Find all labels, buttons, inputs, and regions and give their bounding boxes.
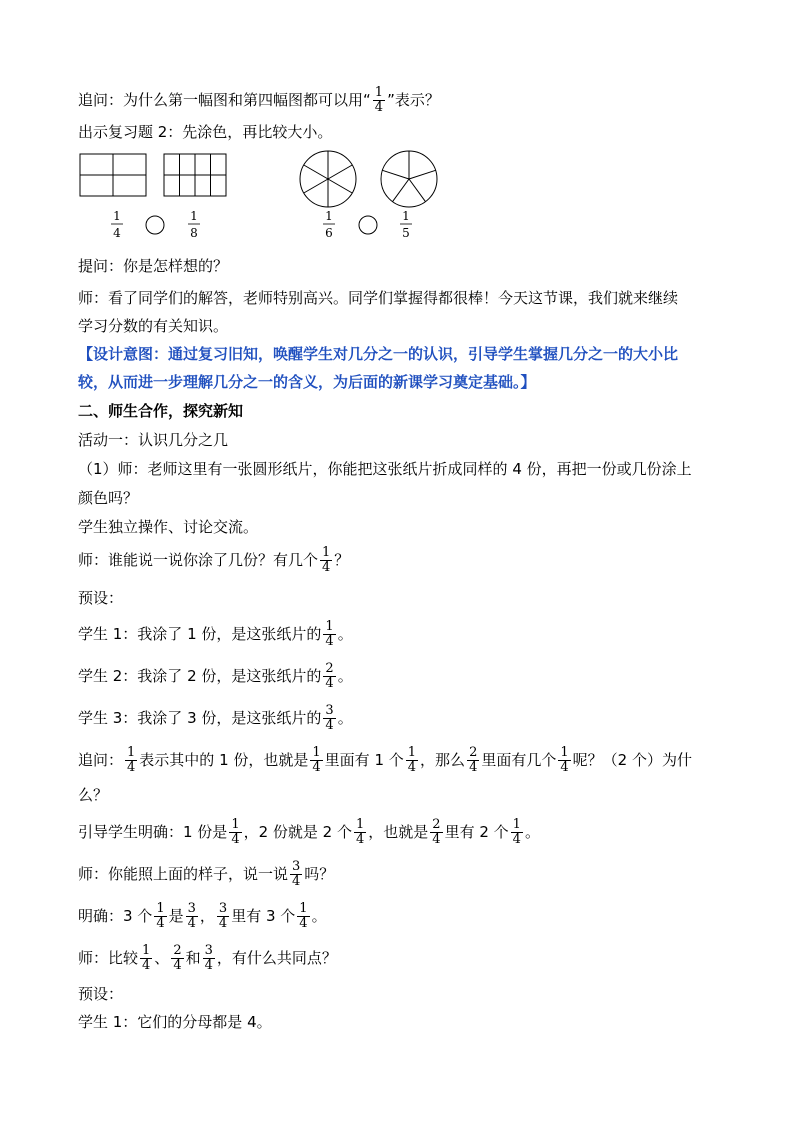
- line-preset-2: 预设：: [78, 985, 124, 1003]
- line-activity-1: 活动一：认识几分之几: [78, 431, 229, 449]
- line-teacher-task-1: （1）师：老师这里有一张圆形纸片，你能把这张纸片折成同样的 4 份，再把一份或几份涂上: [78, 460, 692, 478]
- fraction: $\frac{1}{4}$: [512, 817, 521, 847]
- line-compare: 师：比较 $\frac{1}{4}$ 、 $\frac{2}{4}$ 和 $\frac{3}{4}$ ，有什么共同点？: [78, 943, 337, 973]
- rectangle-quarters: [80, 154, 146, 196]
- fraction: $\frac{2}{4}$: [325, 661, 334, 691]
- fraction: $\frac{3}{4}$: [218, 901, 228, 931]
- fraction: $\frac{3}{4}$: [292, 859, 301, 889]
- line-student-3: 学生 3：我涂了 3 份，是这张纸片的 $\frac{3}{4}$ 。: [78, 703, 353, 733]
- line-teacher-1: 师：看了同学们的解答，老师特别高兴。同学们掌握得都很棒！今天这节课，我们就来继续: [78, 289, 679, 307]
- fraction: $\frac{3}{4}$: [187, 901, 196, 931]
- line-guide: 引导学生明确：1 份是 $\frac{1}{4}$ ，2 份就是 2 个 $\frac{1}{4}$ ，也就是 $\frac{2}{4}$ 里有 2 个 $\frac{1}{4}$ 。: [78, 817, 540, 847]
- fraction: $\frac{1}{4}$: [374, 85, 384, 115]
- line-student-1: 学生 1：我涂了 1 份，是这张纸片的 $\frac{1}{4}$ 。: [78, 619, 353, 649]
- frac-num: 1: [113, 209, 121, 223]
- line-teacher-2: 学习分数的有关知识。: [78, 317, 229, 335]
- fraction: $\frac{1}{4}$: [231, 817, 240, 847]
- fraction: $\frac{1}{4}$: [127, 745, 136, 775]
- line-design-intent-2: 较，从而进一步理解几分之一的含义，为后面的新课学习奠定基础。】: [78, 373, 536, 391]
- fraction: $\frac{3}{4}$: [204, 943, 213, 973]
- frac-den: 4: [113, 226, 121, 240]
- frac-num: 1: [402, 209, 410, 223]
- line-followup-2: 追问： $\frac{1}{4}$ 表示其中的 1 份，也就是 $\frac{1}{4}$ 里面有 1 个 $\frac{1}{4}$ ，那么 $\frac{2}{4}$ 里面有几个 $\frac{1}{4}$ 呢？（2 个）为什: [78, 745, 692, 775]
- fraction: $\frac{2}{4}$: [432, 817, 441, 847]
- fraction: $\frac{1}{4}$: [560, 745, 569, 775]
- fraction: $\frac{1}{4}$: [322, 545, 331, 575]
- fraction: $\frac{1}{4}$: [325, 619, 334, 649]
- frac-num: 1: [325, 209, 333, 223]
- line-preset-1: 预设：: [78, 589, 124, 607]
- line-teacher-example: 师：你能照上面的样子，说一说 $\frac{3}{4}$ 吗？: [78, 859, 335, 889]
- frac-den: 5: [402, 226, 410, 240]
- text: ”表示？: [387, 91, 440, 109]
- line-ask: 提问：你是怎样想的？: [78, 257, 229, 275]
- frac-den: 6: [325, 226, 333, 240]
- frac-den: 8: [190, 226, 198, 240]
- fraction: $\frac{3}{4}$: [325, 703, 334, 733]
- line-student-2: 学生 2：我涂了 2 份，是这张纸片的 $\frac{2}{4}$ 。: [78, 661, 353, 691]
- line-followup-question: [78, 86, 440, 115]
- line-students-operate: 学生独立操作、讨论交流。: [78, 518, 259, 536]
- line-clarify: 明确：3 个 $\frac{1}{4}$ 是 $\frac{3}{4}$ ， $\frac{3}{4}$ 里有 3 个 $\frac{1}{4}$ 。: [78, 901, 327, 931]
- line-design-intent-1: 【设计意图：通过复习旧知，唤醒学生对几分之一的认识，引导学生掌握几分之一的大小比: [78, 345, 679, 363]
- text: 追问：为什么第一幅图和第四幅图都可以用“: [78, 91, 371, 109]
- fraction: $\frac{1}{4}$: [299, 901, 308, 931]
- circle-fifths: [381, 151, 437, 207]
- line-review-question: 出示复习题 2：先涂色，再比较大小。: [78, 123, 333, 141]
- compare-circle[interactable]: [146, 216, 164, 234]
- fraction: $\frac{1}{4}$: [156, 901, 165, 931]
- fraction: $\frac{1}{4}$: [407, 745, 417, 775]
- frac-num: 1: [190, 209, 198, 223]
- line-student-answer: 学生 1：它们的分母都是 4。: [78, 1013, 272, 1031]
- line-followup-2-cont: 么？: [78, 786, 109, 804]
- compare-circle[interactable]: [359, 216, 377, 234]
- fraction: $\frac{2}{4}$: [173, 943, 182, 973]
- review-figure: [78, 146, 458, 248]
- fraction: $\frac{1}{4}$: [142, 943, 151, 973]
- line-who-can-say: 师：谁能说一说你涂了几份？有几个 $\frac{1}{4}$ ？: [78, 545, 350, 575]
- fraction: $\frac{1}{4}$: [312, 745, 321, 775]
- line-teacher-task-2: 颜色吗？: [78, 489, 139, 507]
- circle-sixths: [300, 151, 356, 207]
- fraction: $\frac{2}{4}$: [469, 745, 478, 775]
- fraction: $\frac{1}{4}$: [356, 817, 365, 847]
- rectangle-eighths: [164, 154, 226, 196]
- section-heading: 二、师生合作，探究新知: [78, 402, 244, 420]
